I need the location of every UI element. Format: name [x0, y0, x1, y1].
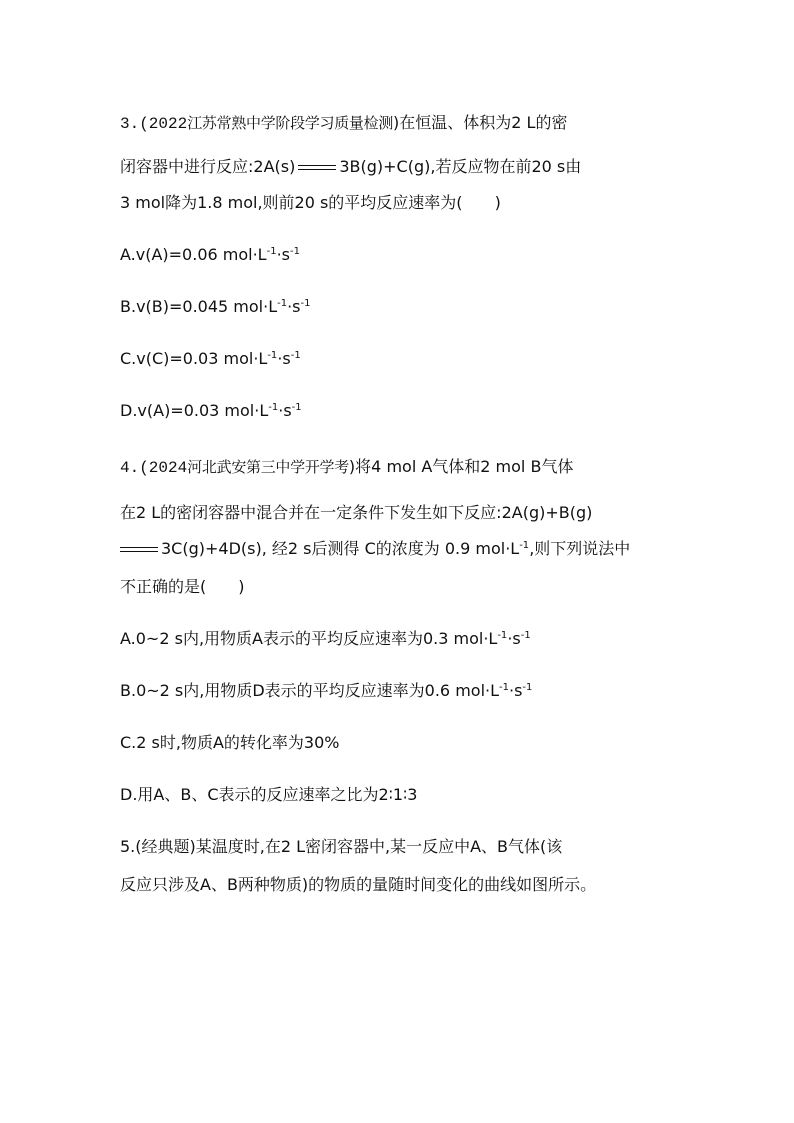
q3-option-c-unit: ·s — [277, 349, 291, 368]
q4-option-c — [120, 732, 339, 754]
q3-stem-3-close: ) — [494, 193, 501, 212]
q3-option-a — [120, 244, 300, 266]
reversible-arrow-icon — [120, 545, 158, 555]
exponent: -1 — [520, 630, 531, 641]
q4-source: 河北武安第三中学开学考 — [187, 458, 349, 476]
q4-option-c-text: C.2 s时,物质A的转化率为30% — [120, 733, 340, 752]
q3-source-close: ) — [393, 113, 400, 132]
exponent: -1 — [266, 246, 277, 257]
q3-stem-1: 在恒温、体积为2 L的密 — [399, 113, 568, 132]
exponent: -1 — [267, 350, 278, 361]
q3-option-d-text: D.v(A)=0.03 mol·L — [120, 401, 269, 420]
exponent: -1 — [277, 298, 288, 309]
q5-line-1 — [120, 836, 562, 858]
exponent: -1 — [300, 298, 311, 309]
q3-option-b-unit: ·s — [287, 297, 301, 316]
q5-stem-1: 5.(经典题)某温度时,在2 L密闭容器中,某一反应中A、B气体(该 — [120, 837, 563, 856]
q3-source-open: (2022 — [139, 115, 188, 133]
q3-option-a-unit: ·s — [276, 245, 290, 264]
q4-stem-4: 不正确的是( — [120, 577, 207, 596]
exponent: -1 — [497, 630, 508, 641]
q4-stem-4-close: ) — [238, 577, 245, 596]
q3-option-b — [120, 296, 311, 318]
q4-line-3 — [120, 538, 630, 560]
q4-option-d — [120, 784, 417, 806]
q3-option-a-text: A.v(A)=0.06 mol·L — [120, 245, 267, 264]
q3-stem-3: 3 mol降为1.8 mol,则前20 s的平均反应速率为( — [120, 193, 463, 212]
q4-option-a-unit: ·s — [507, 629, 521, 648]
q3-line-3 — [120, 192, 501, 214]
q3-stem-2b: 3B(g)+C(g),若反应物在前20 s由 — [339, 157, 582, 176]
q4-line-1 — [120, 456, 573, 479]
exponent: -1 — [522, 682, 533, 693]
q4-stem-1: 将4 mol A气体和2 mol B气体 — [355, 457, 574, 476]
q4-number: 4. — [120, 459, 140, 477]
q4-option-a-text: A.0~2 s内,用物质A表示的平均反应速率为0.3 mol·L — [120, 629, 498, 648]
q4-option-b-text: B.0~2 s内,用物质D表示的平均反应速率为0.6 mol·L — [120, 681, 500, 700]
q4-source-open: (2024 — [139, 459, 188, 477]
q4-option-b — [120, 680, 532, 702]
q4-option-a — [120, 628, 531, 650]
q3-option-b-text: B.v(B)=0.045 mol·L — [120, 297, 278, 316]
q4-line-2 — [120, 502, 592, 524]
q3-line-2 — [120, 156, 581, 178]
q5-line-2 — [120, 874, 596, 896]
q3-source: 江苏常熟中学阶段学习质量检测 — [187, 114, 394, 132]
exponent: -1 — [290, 246, 300, 257]
exponent: -1 — [499, 682, 509, 693]
q5-stem-2: 反应只涉及A、B两种物质)的物质的量随时间变化的曲线如图所示。 — [120, 875, 597, 894]
q4-stem-3: 3C(g)+4D(s), 经2 s后测得 C的浓度为 0.9 mol·L — [161, 539, 520, 558]
reversible-arrow-icon — [298, 163, 336, 173]
q4-stem-2: 在2 L的密闭容器中混合并在一定条件下发生如下反应:2A(g)+B(g) — [120, 503, 593, 522]
q3-option-c-text: C.v(C)=0.03 mol·L — [120, 349, 268, 368]
q4-line-4 — [120, 576, 245, 598]
q3-stem-2a: 闭容器中进行反应:2A(s) — [120, 157, 296, 176]
q4-option-b-unit: ·s — [509, 681, 523, 700]
q3-option-d — [120, 400, 302, 422]
q4-source-close: ) — [348, 457, 356, 476]
q4-stem-3-end: ,则下列说法中 — [529, 539, 631, 558]
q3-line-1 — [120, 112, 567, 135]
exponent: -1 — [291, 402, 302, 413]
exponent: -1 — [290, 350, 301, 361]
q3-option-c — [120, 348, 301, 370]
exponent: -1 — [519, 540, 530, 551]
q3-option-d-unit: ·s — [278, 401, 292, 420]
exponent: -1 — [268, 402, 279, 413]
q3-number: 3. — [120, 115, 140, 133]
q4-option-d-text: D.用A、B、C表示的反应速率之比为2∶1∶3 — [120, 785, 418, 804]
